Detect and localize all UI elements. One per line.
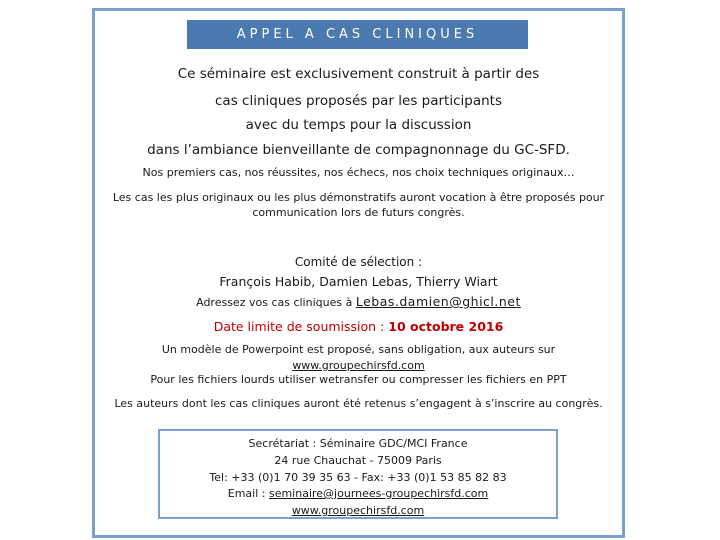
submission-address	[96, 294, 621, 309]
deadline-label: Date limite de soumission :	[213, 319, 389, 334]
title-banner: APPEL A CAS CLINIQUES	[187, 20, 528, 49]
model-website-link[interactable]: www.groupechirsfd.com	[292, 359, 425, 372]
submission-email-link[interactable]: Lebas.damien@ghicl.net	[355, 294, 521, 309]
intro-line-5: Nos premiers cas, nos réussites, nos échecs, nos choix techniques originaux…	[142, 166, 575, 179]
intro-line-3: avec du temps pour la discussion	[245, 117, 472, 133]
model-link-line	[96, 359, 621, 372]
model-line-1: Un modèle de Powerpoint est proposé, sans obligation, aux auteurs sur	[161, 343, 556, 356]
model-line-2: Pour les fichiers lourds utiliser wetransfer ou compresser les fichiers en PPT	[150, 373, 567, 386]
committee-title: Comité de sélection :	[294, 255, 423, 269]
secretariat-email-label: Email :	[227, 487, 269, 500]
intro-line-6: Les cas les plus originaux ou les plus démonstratifs auront vocation à être proposés pour communication lors de futurs congrès.	[112, 191, 605, 219]
intro-line-2: cas cliniques proposés par les participants	[215, 93, 502, 109]
deadline	[96, 319, 621, 334]
model-line-3: Les auteurs dont les cas cliniques auront été retenus s’engagent à s’inscrire au congrès.	[114, 397, 603, 410]
deadline-date: 10 octobre 2016	[388, 319, 504, 334]
intro-line-1: Ce séminaire est exclusivement construit à partir des	[177, 66, 540, 82]
secretariat-website-line	[160, 504, 556, 517]
submission-address-prefix: Adressez vos cas cliniques à	[196, 296, 356, 309]
secretariat-email-line	[160, 487, 556, 500]
committee-members: François Habib, Damien Lebas, Thierry Wiart	[219, 274, 498, 289]
secretariat-website-link[interactable]: www.groupechirsfd.com	[291, 504, 425, 517]
secretariat-title: Secrétariat : Séminaire GDC/MCI France	[248, 437, 468, 450]
intro-line-4: dans l’ambiance bienveillante de compagnonnage du GC-SFD.	[147, 142, 570, 158]
secretariat-address: 24 rue Chauchat - 75009 Paris	[274, 454, 442, 467]
secretariat-phone: Tel: +33 (0)1 70 39 35 63 - Fax: +33 (0)1 53 85 82 83	[209, 471, 507, 484]
secretariat-email-link[interactable]: seminaire@journees-groupechirsfd.com	[268, 487, 489, 500]
